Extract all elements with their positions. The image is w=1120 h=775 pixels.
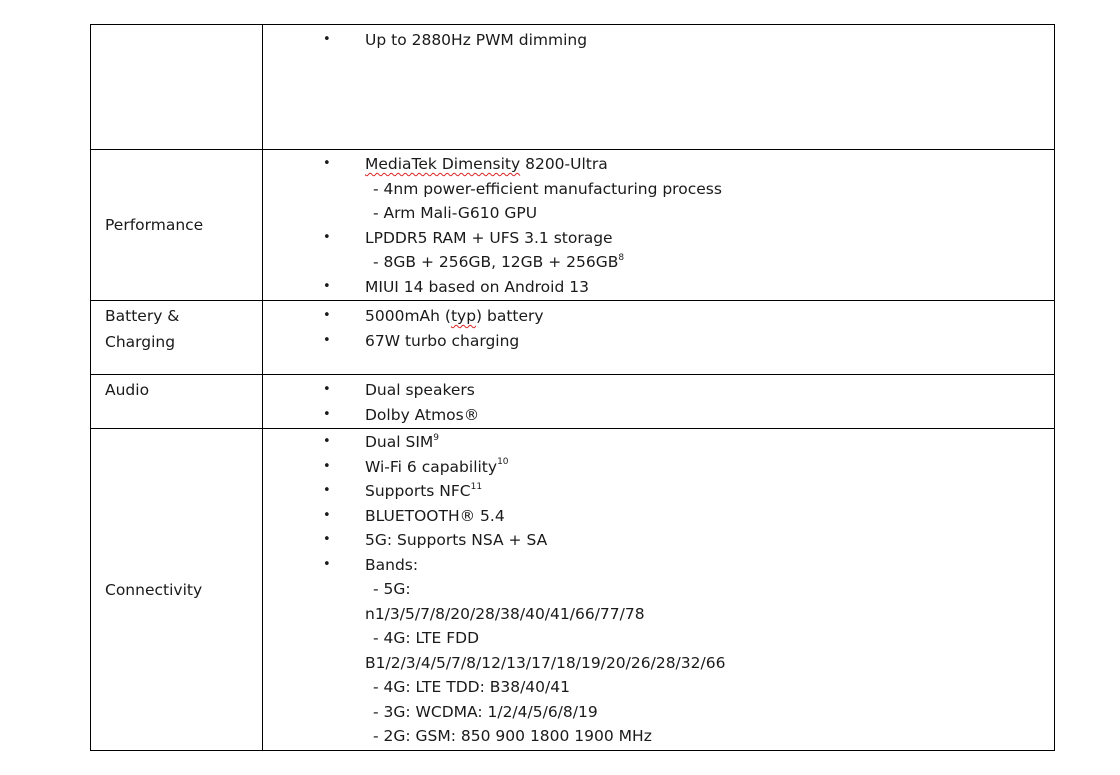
list-item-text: [365, 152, 608, 177]
row-label: Connectivity: [91, 429, 263, 751]
row-label: Performance: [91, 150, 263, 301]
spec-row-connectivity: [91, 429, 1055, 751]
bullet-icon: •: [323, 556, 331, 572]
bullet-icon: •: [323, 382, 331, 397]
row-content: [263, 375, 1055, 429]
list-item: [263, 403, 1054, 428]
footnote-marker: 10: [497, 457, 509, 468]
row-content: [263, 150, 1055, 301]
bullet-icon: •: [323, 532, 331, 547]
list-item-text: [365, 455, 509, 480]
list-subitem: [263, 626, 1054, 651]
list-subitem-text: - 3G: WCDMA: 1/2/4/5/6/8/19: [373, 702, 598, 721]
list-item: [263, 329, 1054, 354]
list-item: [263, 479, 1054, 504]
footnote-marker: 9: [433, 432, 440, 443]
spec-row-battery: [91, 301, 1055, 375]
row-label-empty: [91, 25, 263, 150]
row-label: Audio: [91, 375, 263, 429]
list-subitem-text: - 2G: GSM: 850 900 1800 1900 MHz: [373, 727, 652, 745]
bullet-icon: •: [323, 332, 331, 348]
bullet-icon: •: [323, 406, 331, 422]
list-item-text-main: Dual SIM: [365, 433, 434, 451]
list-item-text: LPDDR5 RAM + UFS 3.1 storage: [365, 228, 613, 247]
list-item-text: [365, 304, 544, 329]
row-content: [263, 429, 1055, 751]
list-item-text-part: ) battery: [476, 307, 544, 325]
list-item-text-main: Wi-Fi 6 capability: [365, 457, 498, 476]
list-subitem: [263, 700, 1054, 725]
spec-row-display: [91, 25, 1055, 150]
list-continuation-text: B1/2/3/4/5/7/8/12/13/17/18/19/20/26/28/32/66: [365, 653, 726, 672]
list-item-text: MIUI 14 based on Android 13: [365, 277, 589, 296]
list-subitem: [263, 177, 1054, 202]
bullet-icon: •: [323, 229, 331, 245]
list-item: [263, 304, 1054, 329]
spellcheck-word: MediaTek Dimensity: [365, 155, 521, 173]
list-continuation: [263, 602, 1054, 627]
list-subitem: [263, 201, 1054, 226]
bullet-icon: •: [323, 483, 331, 498]
row-content: [263, 25, 1055, 150]
list-item-text: Dual speakers: [365, 381, 475, 399]
list-item-text: Dolby Atmos®: [365, 405, 480, 424]
list-item: [263, 152, 1054, 177]
list-item-text-part: 5000mAh (: [365, 307, 451, 325]
list-continuation: [263, 651, 1054, 676]
list-subitem-text: - Arm Mali-G610 GPU: [373, 204, 538, 222]
list-item: [263, 275, 1054, 300]
list-item-text: BLUETOOTH® 5.4: [365, 506, 505, 525]
list-subitem: [263, 577, 1054, 602]
list-subitem-text-main: - 8GB + 256GB, 12GB + 256GB: [373, 253, 619, 271]
bullet-icon: •: [323, 507, 331, 523]
list-continuation-text: n1/3/5/7/8/20/28/38/40/41/66/77/78: [365, 604, 645, 623]
list-item-text: 5G: Supports NSA + SA: [365, 531, 548, 549]
footnote-marker: 11: [470, 481, 483, 492]
footnote-marker: 8: [618, 252, 625, 263]
bullet-icon: •: [323, 32, 331, 47]
list-item: [263, 455, 1054, 480]
bullet-icon: •: [323, 156, 331, 171]
list-item: [263, 528, 1054, 553]
spec-row-audio: [91, 375, 1055, 429]
bullet-icon: •: [323, 308, 331, 323]
list-item: [263, 504, 1054, 529]
list-item-text: [365, 430, 439, 455]
list-item-text: 67W turbo charging: [365, 331, 520, 350]
list-item: [263, 378, 1054, 403]
row-label: [91, 301, 263, 375]
bullet-icon: •: [323, 434, 331, 449]
bullet-icon: •: [323, 458, 331, 474]
list-item: [263, 430, 1054, 455]
list-subitem: [263, 250, 1054, 275]
list-subitem: [263, 675, 1054, 700]
list-subitem-text: - 4G: LTE TDD: B38/40/41: [373, 678, 570, 696]
row-content: [263, 301, 1055, 375]
list-item-text: Bands:: [365, 555, 419, 574]
list-item-text: Up to 2880Hz PWM dimming: [365, 31, 588, 49]
bullet-icon: •: [323, 278, 331, 294]
spec-table: [90, 24, 1055, 751]
row-label-line: Charging: [105, 333, 176, 351]
list-subitem-text: - 4nm power-efficient manufacturing process: [373, 179, 722, 198]
spellcheck-word: typ: [450, 307, 477, 325]
list-item-text: [365, 479, 482, 504]
list-subitem-text: - 5G:: [373, 580, 411, 598]
list-subitem-text: [373, 250, 624, 275]
list-item: [263, 553, 1054, 578]
list-subitem: [263, 724, 1054, 749]
list-item: [263, 28, 1054, 53]
list-subitem-text: - 4G: LTE FDD: [373, 629, 480, 647]
row-label-line: Battery &: [105, 307, 180, 325]
list-item: [263, 226, 1054, 251]
spec-row-performance: [91, 150, 1055, 301]
list-item-text-main: Supports NFC: [365, 482, 471, 500]
list-item-text-rest: 8200-Ultra: [520, 155, 608, 173]
